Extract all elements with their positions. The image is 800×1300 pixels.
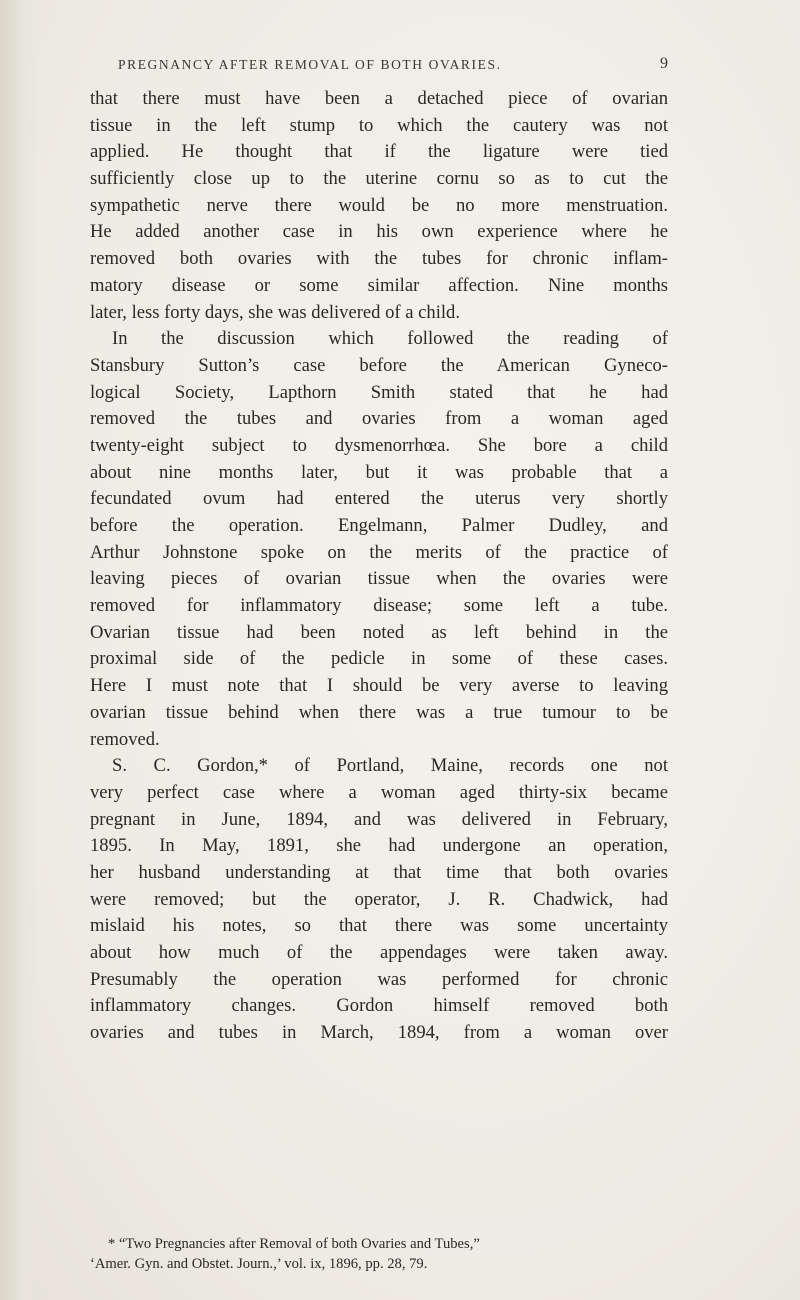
footnote-line: ‘Amer. Gyn. and Obstet. Journ.,’ vol. ix, 1896, pp. 28, 79.: [90, 1256, 428, 1272]
text-line: pregnant in June, 1894, and was delivered in February,: [90, 808, 668, 830]
text-line: about how much of the appendages were taken away.: [90, 942, 668, 963]
text-line: about nine months later, but it was probable that a: [90, 461, 668, 483]
footnote: [90, 1234, 668, 1274]
footnote-line: * “Two Pregnancies after Removal of both Ovaries and Tubes,”: [108, 1236, 480, 1252]
text-line: 1895. In May, 1891, she had undergone an operation,: [90, 835, 668, 857]
page-edge-shadow: [0, 0, 40, 1300]
text-line: before the operation. Engelmann, Palmer Dudley, and: [90, 515, 668, 536]
text-line: her husband understanding at that time that both ovaries: [90, 861, 668, 883]
text-line: inflammatory changes. Gordon himself removed both: [90, 995, 668, 1017]
text-line: that there must have been a detached piece of ovarian: [90, 88, 668, 109]
paragraph-start-line: S. C. Gordon,* of Portland, Maine, records one not: [112, 755, 668, 777]
text-line: sufficiently close up to the uterine cornu so as to cut the: [90, 168, 668, 190]
text-line: later, less forty days, she was delivered of a child.: [90, 301, 460, 323]
text-line: removed both ovaries with the tubes for chronic inflam-: [90, 248, 668, 270]
text-line: He added another case in his own experience where he: [90, 221, 668, 243]
text-line: very perfect case where a woman aged thirty-six became: [90, 781, 668, 803]
text-line: logical Society, Lapthorn Smith stated that he had: [90, 381, 668, 403]
body-text: [90, 86, 668, 1047]
text-line: removed.: [90, 728, 160, 750]
text-line: were removed; but the operator, J. R. Chadwick, had: [90, 888, 668, 910]
text-line: applied. He thought that if the ligature were tied: [90, 141, 668, 163]
text-line: Stansbury Sutton’s case before the American Gyneco-: [90, 354, 668, 376]
text-line: twenty-eight subject to dysmenorrhœa. She bore a child: [90, 434, 668, 456]
text-line: ovarian tissue behind when there was a true tumour to be: [90, 701, 668, 723]
page-header: [90, 57, 668, 81]
text-line: ovaries and tubes in March, 1894, from a woman over: [90, 1022, 668, 1044]
text-line: removed for inflammatory disease; some left a tube.: [90, 595, 668, 617]
running-head: PREGNANCY AFTER REMOVAL OF BOTH OVARIES.: [118, 57, 502, 72]
text-line: leaving pieces of ovarian tissue when the ovaries were: [90, 568, 668, 590]
text-line: Presumably the operation was performed for chronic: [90, 968, 668, 990]
text-line: Here I must note that I should be very averse to leaving: [90, 675, 668, 697]
page-number: 9: [660, 55, 668, 72]
text-line: proximal side of the pedicle in some of these cases.: [90, 648, 668, 670]
paragraph-start-line: In the discussion which followed the reading of: [112, 328, 668, 350]
text-line: fecundated ovum had entered the uterus very shortly: [90, 488, 668, 510]
text-line: sympathetic nerve there would be no more menstruation.: [90, 194, 668, 216]
text-line: removed the tubes and ovaries from a woman aged: [90, 408, 668, 430]
text-line: tissue in the left stump to which the cautery was not: [90, 114, 668, 136]
text-line: mislaid his notes, so that there was some uncertainty: [90, 915, 668, 937]
text-line: Ovarian tissue had been noted as left behind in the: [90, 621, 668, 643]
text-line: Arthur Johnstone spoke on the merits of the practice of: [90, 541, 668, 563]
text-line: matory disease or some similar affection. Nine months: [90, 274, 668, 296]
